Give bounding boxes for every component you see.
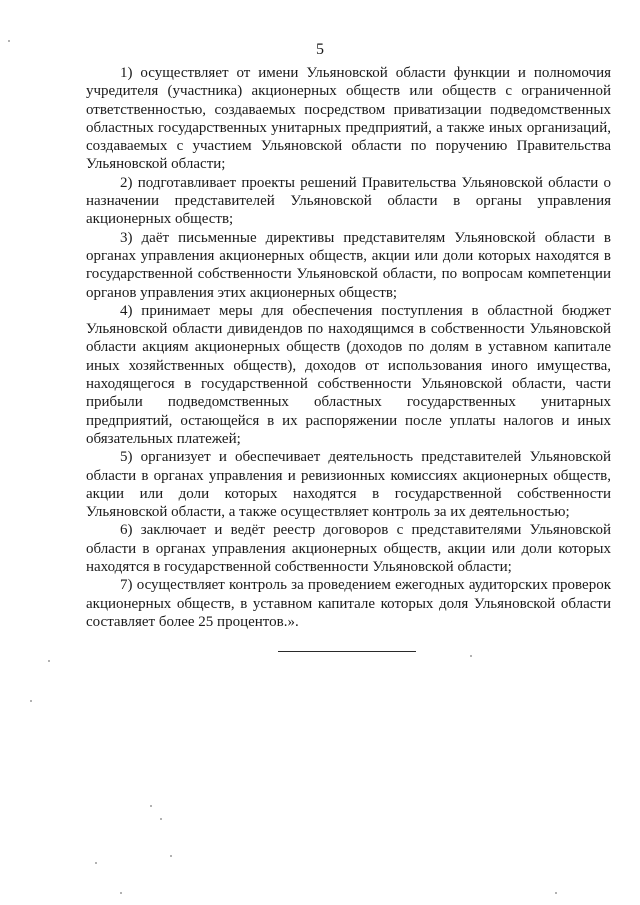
scan-speck	[555, 892, 557, 894]
paragraph-item-3: 3) даёт письменные директивы представителям Ульяновской области в органах управления акционерных обществ, акции или доли которых находятся в государственной собственности Ульяновской области, по вопросам компетенции органов управления этих акционерных обществ;	[86, 229, 611, 301]
scan-speck	[8, 40, 10, 42]
paragraph-item-4: 4) принимает меры для обеспечения поступления в областной бюджет Ульяновской области дивидендов по находящимся в собственности Ульяновской области акциям акционерных обществ (доходов по долям в уставном капитале иных хозяйственных обществ), доходов от использования иного имущества, находящегося в государственной собственности Ульяновской области, части прибыли подведомственных областных государственных унитарных предприятий, остающейся в их распоряжении после уплаты налогов и иных обязательных платежей;	[86, 302, 611, 447]
paragraph-item-6: 6) заключает и ведёт реестр договоров с представителями Ульяновской области в органах управления акционерных обществ, акции или доли которых находятся в государственной собственности Ульяновской области;	[86, 522, 611, 576]
scan-speck	[120, 892, 122, 894]
scan-speck	[48, 660, 50, 662]
document-body	[86, 64, 611, 631]
scan-speck	[470, 655, 472, 657]
paragraph-item-1: 1) осуществляет от имени Ульяновской области функции и полномочия учредителя (участника) акционерных обществ или обществ с ограниченной ответственностью, создаваемых посредством приватизации подведомственных областных государственных унитарных предприятий, а также иных организаций, создаваемых с участием Ульяновской области по поручению Правительства Ульяновской области;	[86, 65, 611, 173]
separator-line	[278, 651, 416, 652]
paragraph-item-7: 7) осуществляет контроль за проведением ежегодных аудиторских проверок акционерных обществ, в уставном капитале которых доля Ульяновской области составляет более 25 процентов.».	[86, 577, 611, 630]
page-number: 5	[316, 41, 324, 58]
paragraph-item-2: 2) подготавливает проекты решений Правительства Ульяновской области о назначении представителей Ульяновской области в органы управления акционерных обществ;	[86, 174, 611, 228]
scan-speck	[160, 818, 162, 820]
scan-speck	[30, 700, 32, 702]
scan-speck	[150, 805, 152, 807]
paragraph-item-5: 5) организует и обеспечивает деятельность представителей Ульяновской области в органах управления и ревизионных комиссиях акционерных обществ, акции или доли которых находятся в государственной собственности Ульяновской области, а также осуществляет контроль за их деятельностью;	[86, 449, 611, 521]
scan-speck	[170, 855, 172, 857]
scan-speck	[95, 862, 97, 864]
